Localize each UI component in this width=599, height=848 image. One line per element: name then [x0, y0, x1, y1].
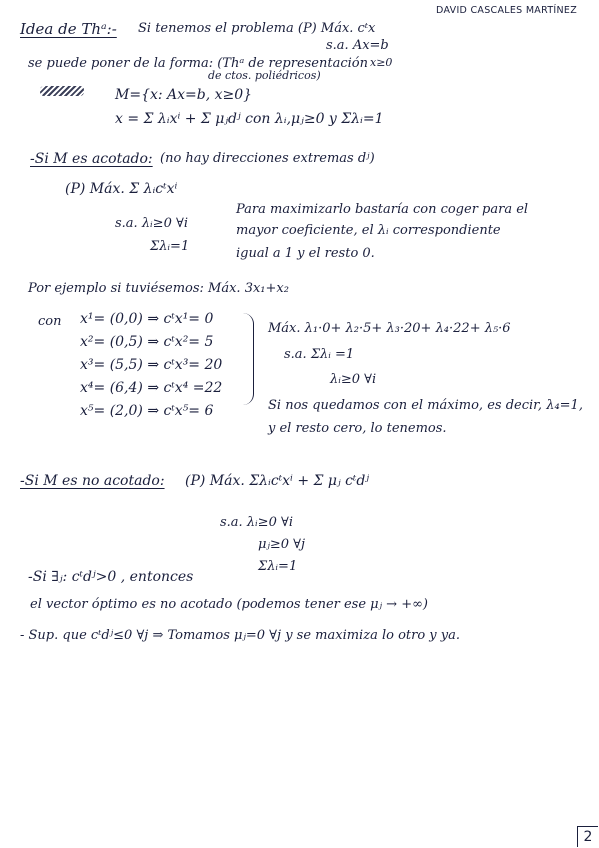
note-line: y el resto cero, lo tenemos. [268, 421, 447, 436]
note-line: s.a. λᵢ≥0 ∀i [115, 216, 188, 231]
scribble-mark [40, 86, 84, 96]
note-line: Si nos quedamos con el máximo, es decir, λ₄=1, [268, 398, 583, 413]
page-number: 2 [577, 826, 598, 847]
note-line: Σλᵢ=1 [258, 559, 298, 574]
note-line: Máx. λ₁·0+ λ₂·5+ λ₃·20+ λ₄·22+ λ₅·6 [268, 321, 511, 336]
note-line: (P) Máx. Σ λᵢcᵗxⁱ [65, 181, 178, 197]
note-line: s.a. Σλᵢ =1 [284, 347, 355, 362]
note-line: M={x: Ax=b, x≥0} [115, 87, 253, 103]
page-title: Idea de Thᵃ:- [20, 20, 117, 38]
note-line: con [38, 314, 62, 329]
note-line: λᵢ≥0 ∀i [330, 372, 377, 387]
note-line: de ctos. poliédricos) [208, 69, 321, 82]
note-line: se puede poner de la forma: (Thᵃ de representación [28, 56, 368, 71]
note-line: x³= (5,5) ⇒ cᵗx³= 20 [80, 357, 223, 373]
note-line: x⁵= (2,0) ⇒ cᵗx⁵= 6 [80, 403, 214, 419]
note-line: igual a 1 y el resto 0. [236, 246, 375, 261]
note-line: s.a. λᵢ≥0 ∀i [220, 515, 293, 530]
note-line: (P) Máx. Σλᵢcᵗxⁱ + Σ μⱼ cᵗdʲ [185, 473, 370, 489]
section-heading: -Si M es no acotado: [20, 473, 165, 489]
note-line: x⁴= (6,4) ⇒ cᵗx⁴ =22 [80, 380, 223, 396]
note-line: el vector óptimo es no acotado (podemos tener ese μⱼ → +∞) [30, 597, 429, 612]
note-line: Para maximizarlo bastaría con coger para el [236, 202, 529, 217]
note-line: Σλᵢ=1 [150, 239, 190, 254]
note-line: s.a. Ax=b [326, 38, 389, 53]
note-line: Si tenemos el problema (P) Máx. cᵗx [138, 21, 376, 36]
note-line: - Sup. que cᵗdʲ≤0 ∀j ⇒ Tomamos μⱼ=0 ∀j y se maximiza lo otro y ya. [20, 628, 460, 643]
note-line: μⱼ≥0 ∀j [258, 537, 306, 552]
note-line: x = Σ λᵢxⁱ + Σ μⱼdʲ con λᵢ,μⱼ≥0 y Σλᵢ=1 [115, 111, 384, 127]
section-heading: -Si M es acotado: [30, 151, 153, 167]
note-line: x≥0 [370, 56, 393, 69]
note-line: -Si ∃ⱼ: cᵗdʲ>0 , entonces [28, 569, 194, 585]
note-line: (no hay direcciones extremas dʲ) [160, 151, 375, 166]
note-line: x²= (0,5) ⇒ cᵗx²= 5 [80, 334, 214, 350]
author-name: DAVID CASCALES MARTÍNEZ [436, 5, 578, 16]
note-line: x¹= (0,0) ⇒ cᵗx¹= 0 [80, 311, 214, 327]
curly-brace [243, 313, 254, 405]
note-line: mayor coeficiente, el λᵢ correspondiente [236, 223, 501, 238]
note-line: Por ejemplo si tuviésemos: Máx. 3x₁+x₂ [28, 281, 289, 296]
